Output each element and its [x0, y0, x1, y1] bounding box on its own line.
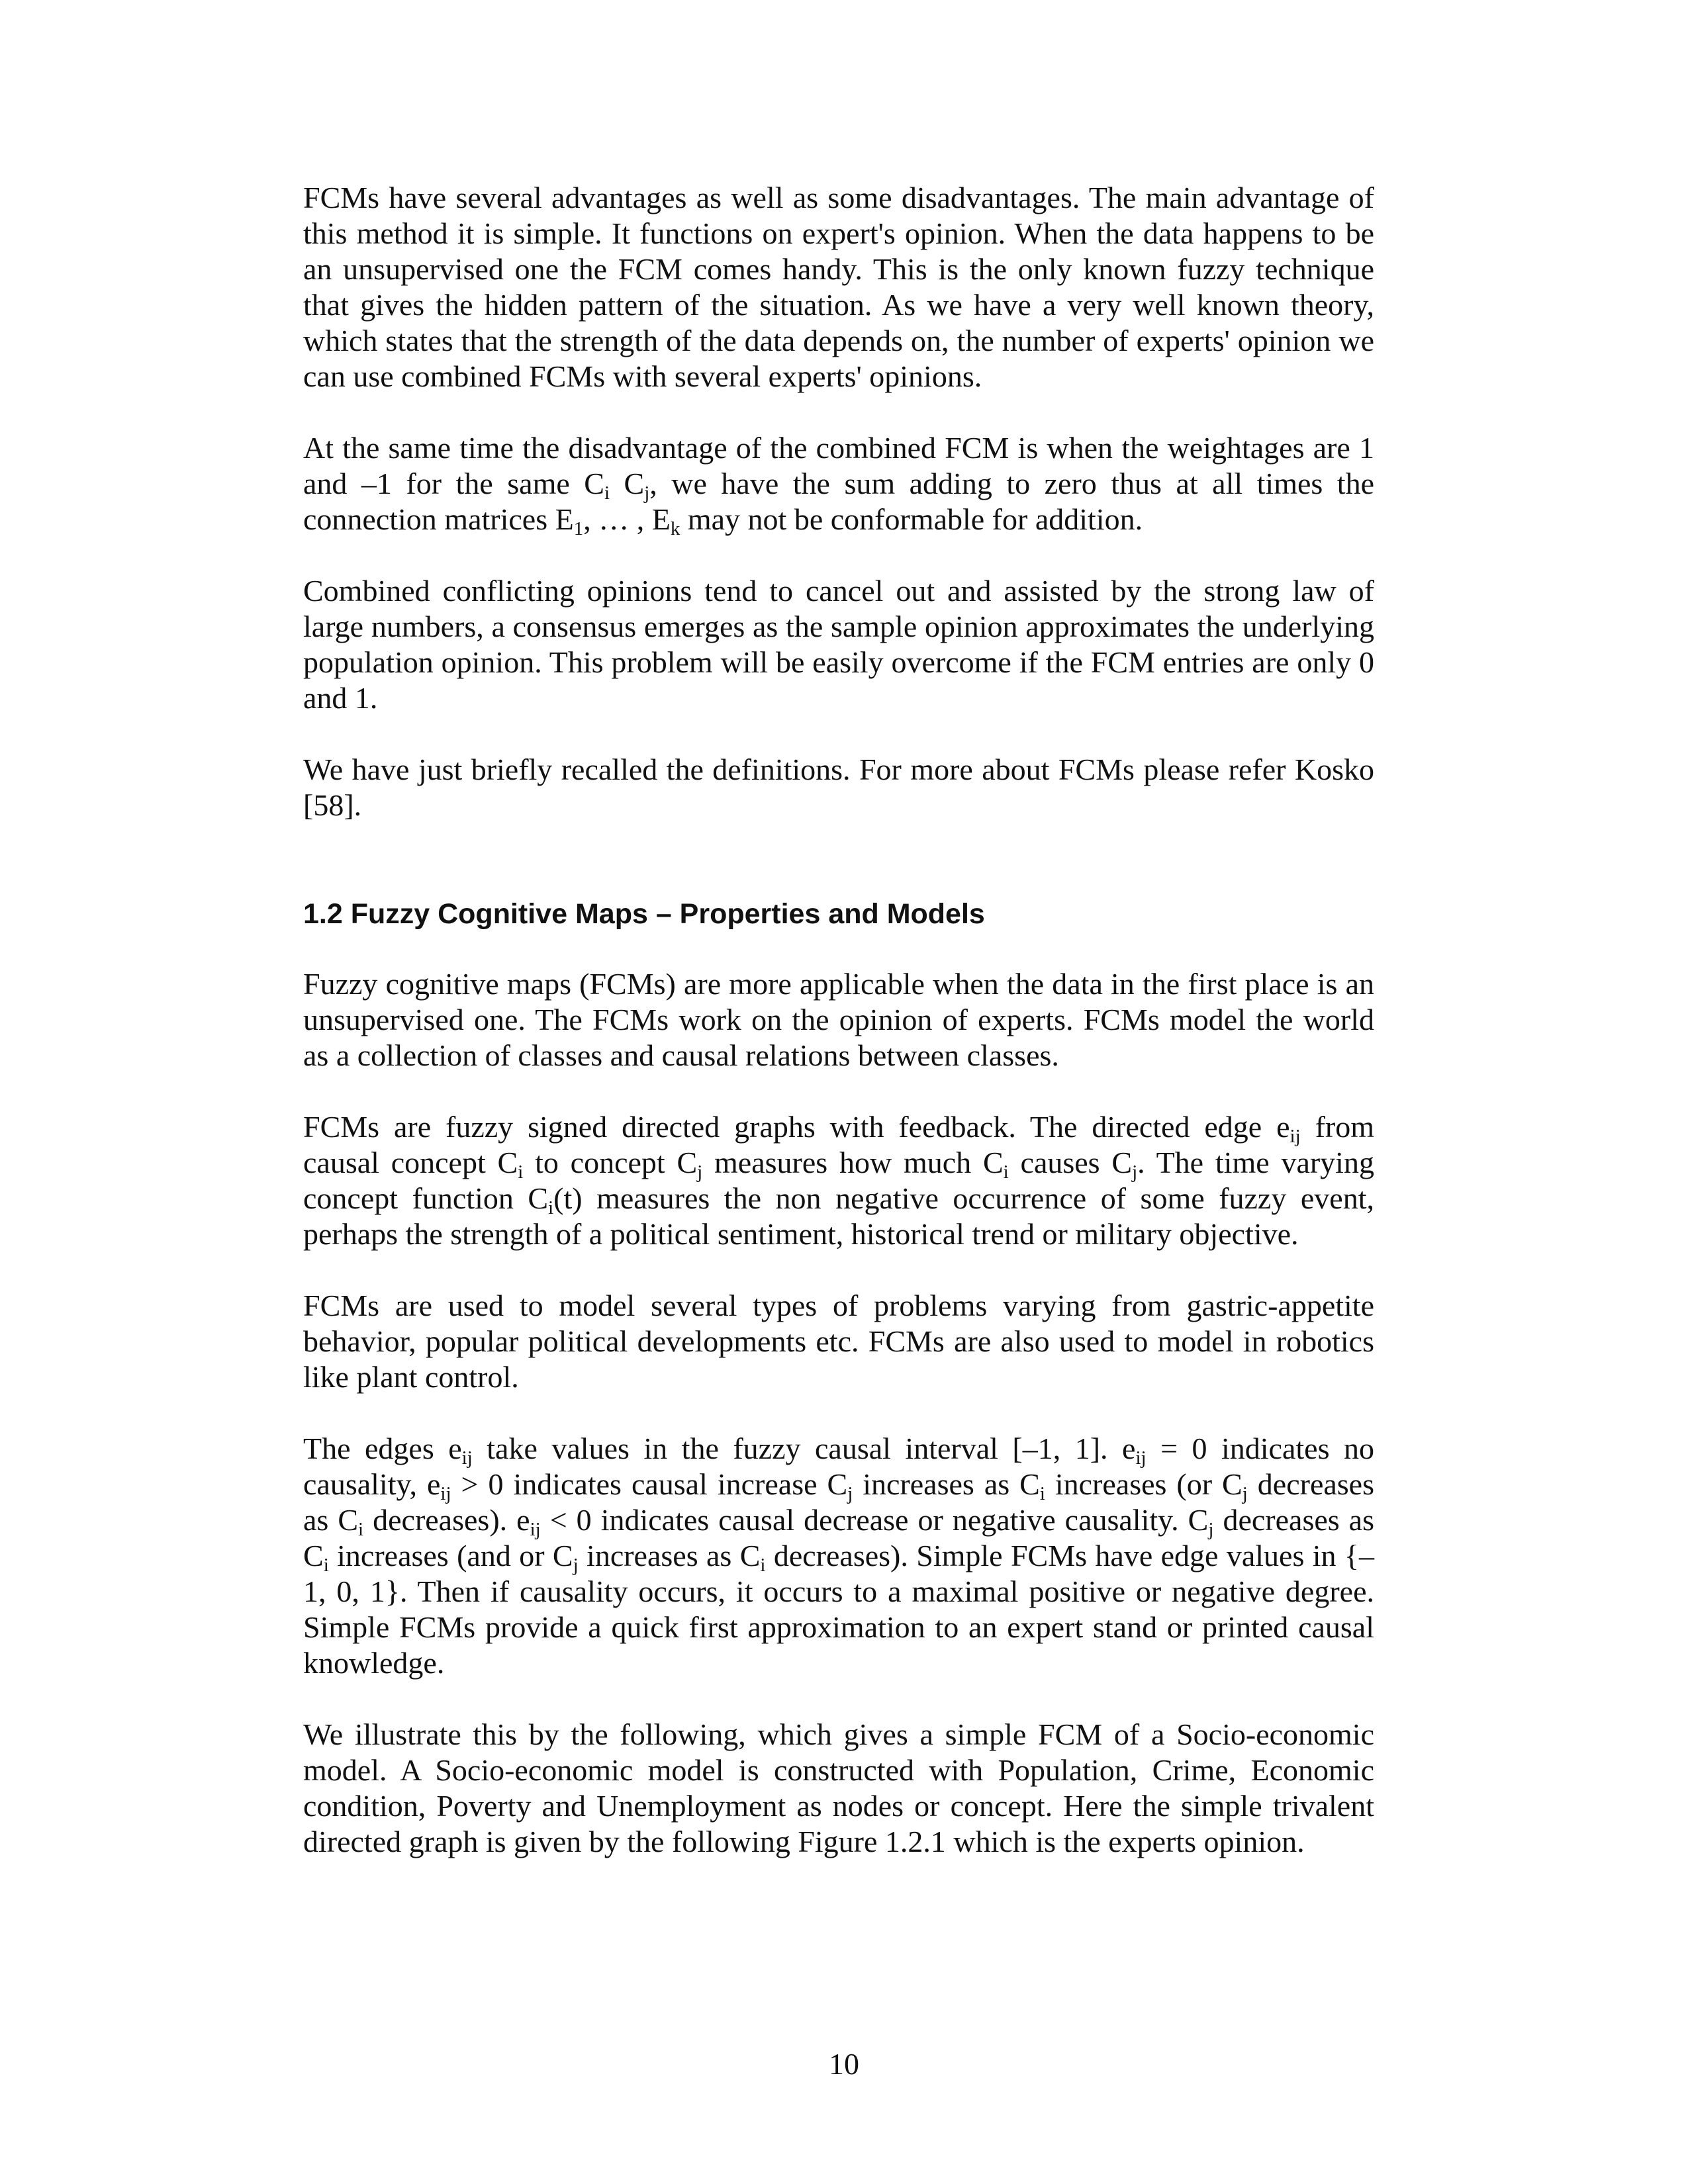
text-run: may not be conformable for addition. — [680, 502, 1143, 536]
subscript: 1 — [573, 518, 584, 539]
paragraph-model-types: FCMs are used to model several types of problems varying from gastric-appetite behavior, popular political developments etc. FCMs are also used to model in robotics like plant control. — [303, 1289, 1374, 1394]
subscript: ij — [440, 1483, 451, 1504]
paragraph-kosko-reference: We have just briefly recalled the definitions. For more about FCMs please refer Kosko [58]. — [303, 752, 1374, 822]
text-run: = 0 indicates no causality, e — [303, 1432, 1374, 1501]
paragraph-edge-values — [303, 1431, 1374, 1681]
subscript: i — [548, 1197, 554, 1218]
subscript: j — [573, 1555, 579, 1576]
text-run: from causal concept C — [303, 1110, 1374, 1179]
page-body — [303, 180, 1374, 1895]
subscript: j — [644, 482, 650, 504]
subscript: j — [1208, 1519, 1214, 1540]
subscript: k — [670, 518, 680, 539]
subscript: i — [323, 1555, 329, 1576]
text-run: , … , E — [583, 502, 671, 536]
page-number: 10 — [829, 2047, 859, 2081]
text-run: The edges e — [303, 1432, 462, 1465]
text-run: decreases as C — [303, 1467, 1374, 1537]
paragraph-socio-economic-model: We illustrate this by the following, which gives a simple FCM of a Socio-economic model. A Socio-economic model is constructed with Population, Crime, Economic condition, Poverty and Unemployment as nodes or concept. Here the simple trivalent directed graph is given by the following Figure 1.2.1 which is the experts opinion. — [303, 1717, 1374, 1858]
text-run: decreases). Simple FCMs have edge values in {–1, 0, 1}. Then if causality occurs, it occurs to a maximal positive or negative degree. Simple FCMs provide a quick first approximation to an expert stand or printed causal knowledge. — [303, 1539, 1374, 1680]
text-run: At the same time the disadvantage of the combined FCM is when the weightages are 1 and –1 for the same C — [303, 431, 1374, 500]
subscript: i — [604, 482, 610, 504]
subscript: i — [760, 1555, 766, 1576]
subscript: ij — [1135, 1447, 1147, 1469]
text-run: take values in the fuzzy causal interval [–1, 1]. e — [472, 1432, 1136, 1465]
subscript: ij — [1289, 1126, 1301, 1147]
paragraph-signed-directed-graphs — [303, 1109, 1374, 1252]
subscript: j — [1242, 1483, 1248, 1504]
paragraph-conflicting-opinions: Combined conflicting opinions tend to cancel out and assisted by the strong law of large numbers, a consensus emerges as the sample opinion approximates the underlying population opinion. This problem will be easily overcome if the FCM entries are only 0 and 1. — [303, 574, 1374, 715]
text-run: to concept C — [523, 1146, 698, 1179]
text-run: . The time varying concept function C — [303, 1146, 1374, 1215]
subscript: i — [518, 1161, 524, 1183]
text-run: C — [610, 467, 645, 500]
subscript: j — [847, 1483, 853, 1504]
subscript: ij — [530, 1519, 541, 1540]
text-run: increases (and or C — [328, 1539, 573, 1572]
text-run: measures how much C — [702, 1146, 1004, 1179]
subscript: j — [1132, 1161, 1138, 1183]
paragraph-fcm-applicability: Fuzzy cognitive maps (FCMs) are more applicable when the data in the first place is an unsupervised one. The FCMs work on the opinion of experts. FCMs model the world as a collection of classes and causal relations between classes. — [303, 967, 1374, 1072]
text-run: > 0 indicates causal increase C — [451, 1467, 848, 1501]
text-run: increases (or C — [1045, 1467, 1243, 1501]
subscript: i — [358, 1519, 364, 1540]
subscript: j — [697, 1161, 703, 1183]
text-run: , we have the sum adding to zero thus at all times the connection matrices E — [303, 467, 1374, 536]
text-run: increases as C — [578, 1539, 761, 1572]
text-run: decreases). e — [363, 1503, 530, 1537]
subscript: i — [1003, 1161, 1009, 1183]
text-run: FCMs are fuzzy signed directed graphs with feedback. The directed edge e — [303, 1110, 1290, 1144]
section-heading: 1.2 Fuzzy Cognitive Maps – Properties and Models — [303, 898, 985, 930]
subscript: i — [1039, 1483, 1045, 1504]
text-run: causes C — [1008, 1146, 1133, 1179]
text-run: increases as C — [853, 1467, 1040, 1501]
text-run: < 0 indicates causal decrease or negative causality. C — [540, 1503, 1209, 1537]
text-run: decreases as C — [303, 1503, 1374, 1572]
subscript: ij — [461, 1447, 473, 1469]
text-run: (t) measures the non negative occurrence of some fuzzy event, perhaps the strength of a political sentiment, historical trend or military objective. — [303, 1181, 1374, 1251]
paragraph-disadvantages — [303, 430, 1374, 537]
paragraph-advantages: FCMs have several advantages as well as some disadvantages. The main advantage of this method it is simple. It functions on expert's opinion. When the data happens to be an unsupervised one the FCM comes handy. This is the only known fuzzy technique that gives the hidden pattern of the situation. As we have a very well known theory, which states that the strength of the data depends on, the number of experts' opinion we can use combined FCMs with several experts' opinions. — [303, 181, 1374, 393]
